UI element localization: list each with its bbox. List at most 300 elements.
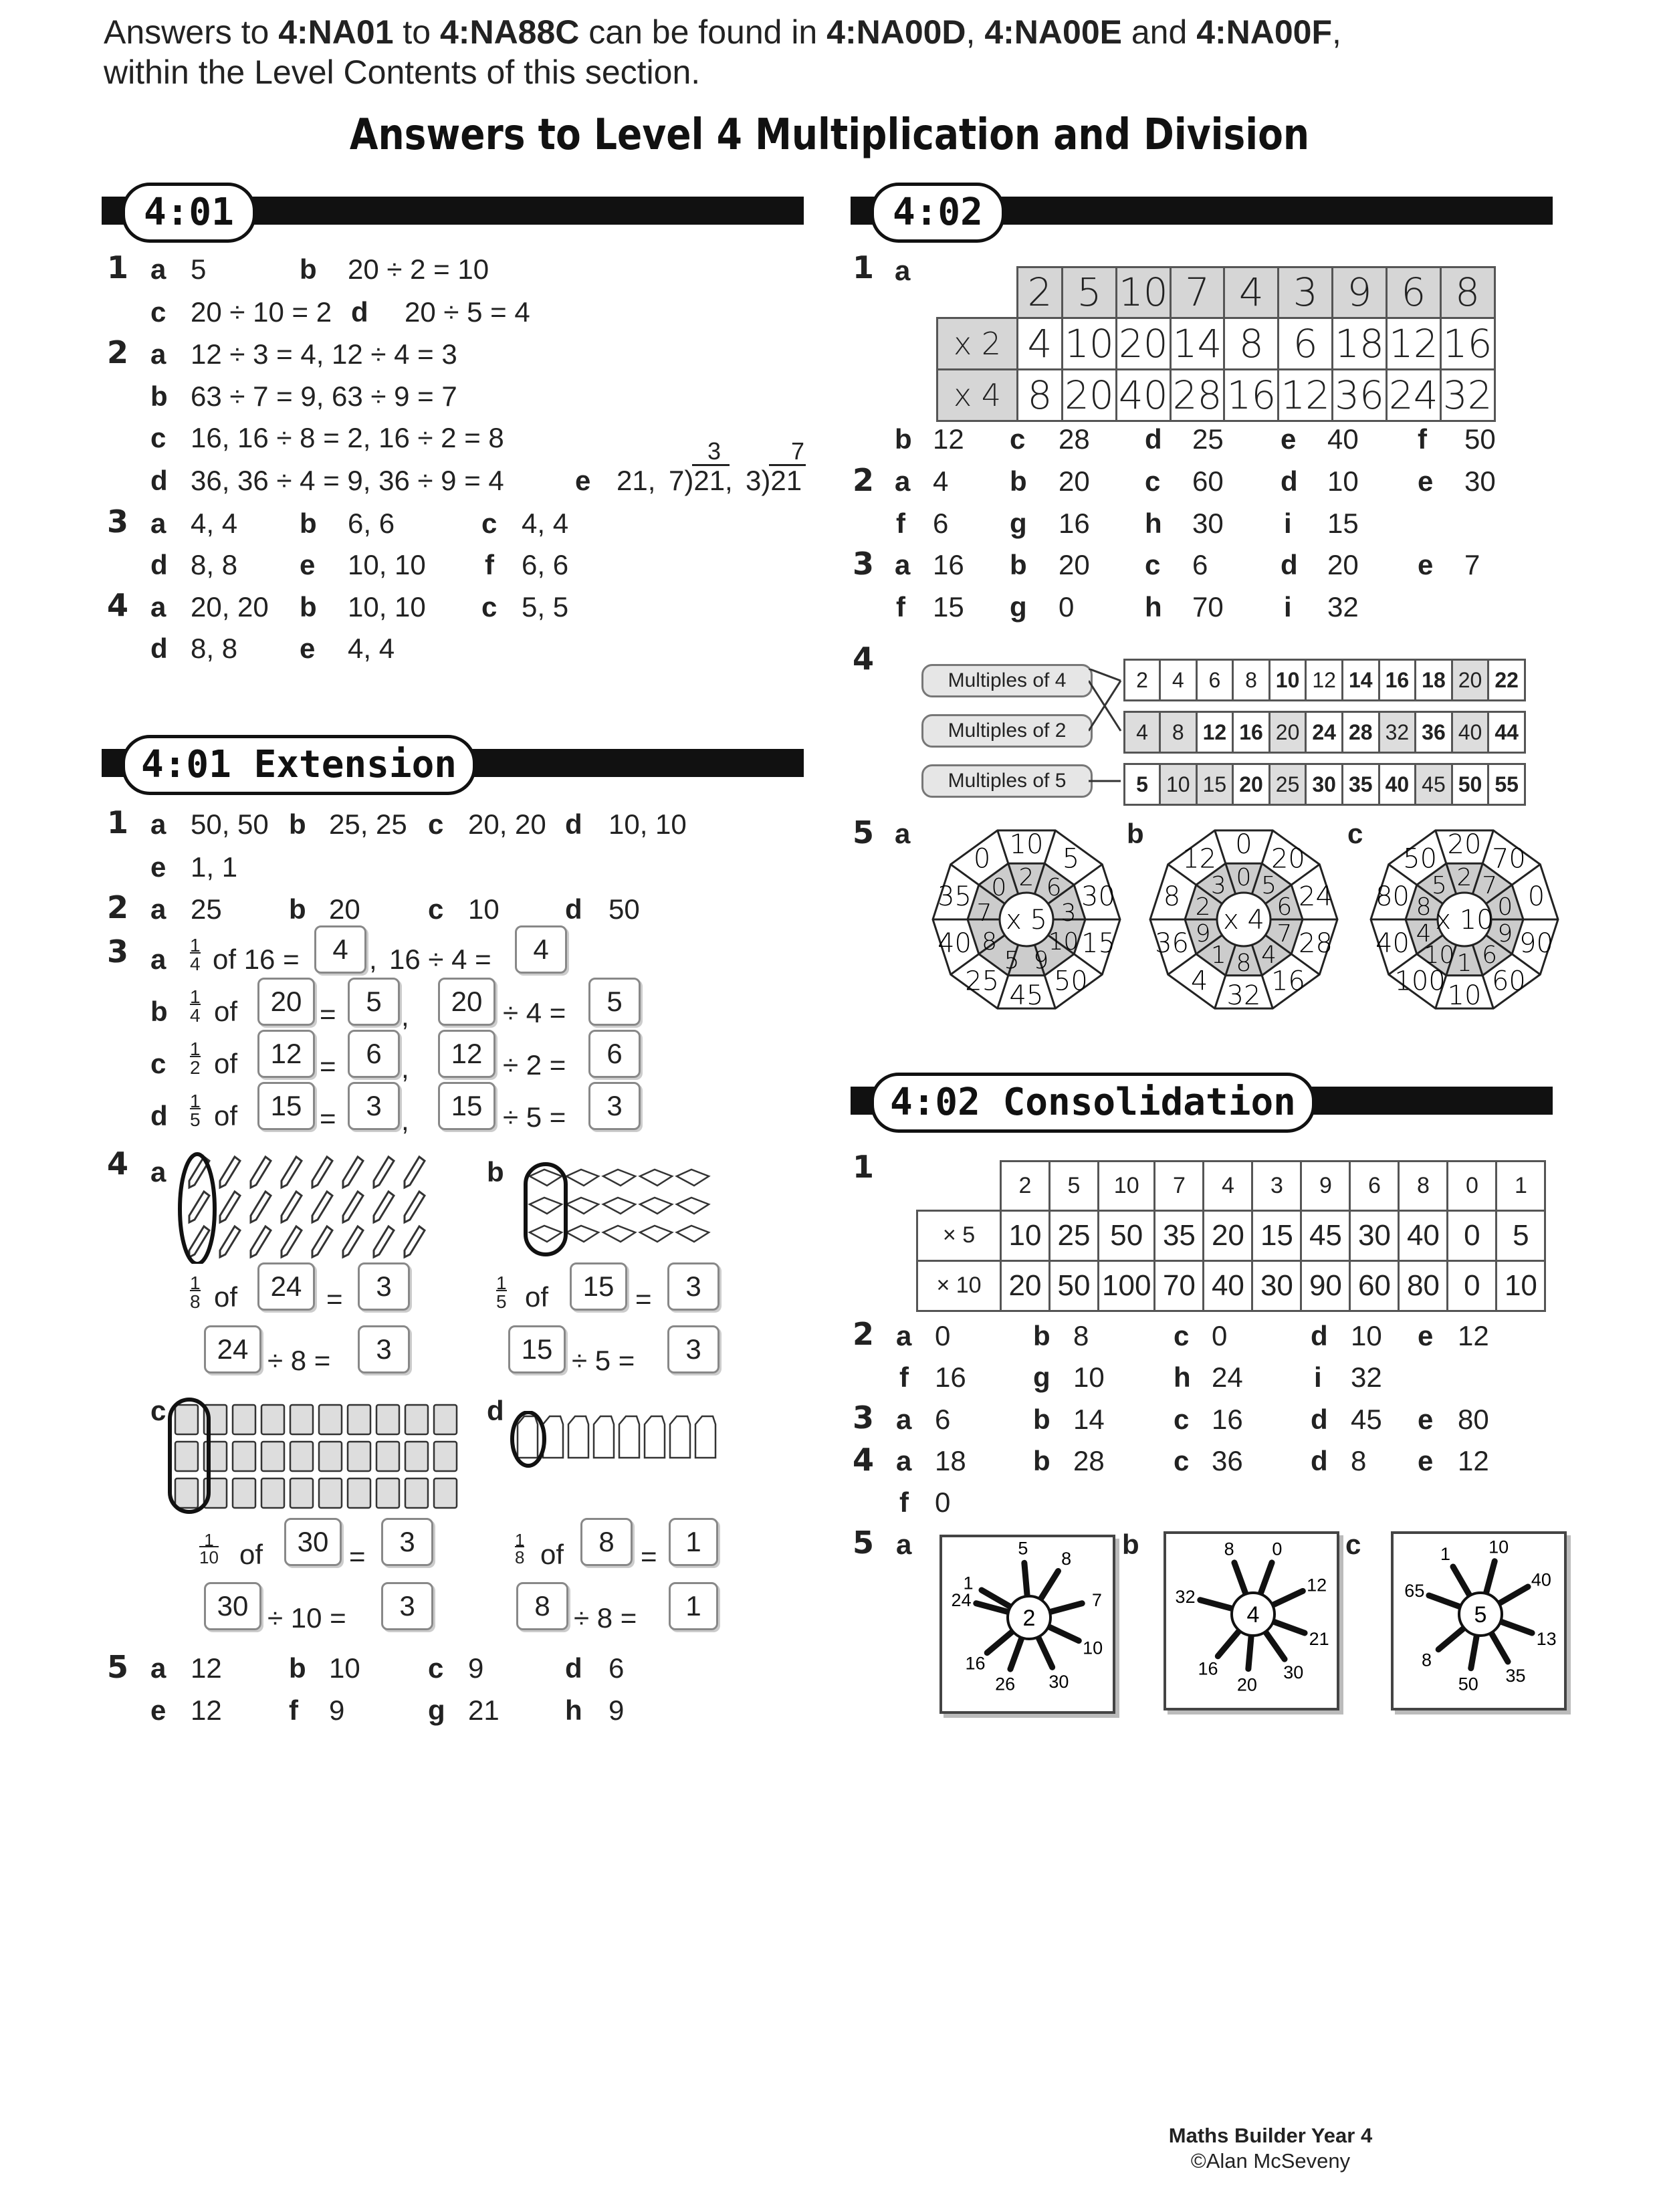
answer: 24 xyxy=(1212,1361,1243,1393)
of-text: of xyxy=(540,1539,564,1570)
comma: , xyxy=(401,1000,409,1032)
table-cell: 45 xyxy=(1301,1210,1350,1260)
text: ÷ 2 = xyxy=(503,1049,566,1081)
multiples-cell: 55 xyxy=(1488,764,1525,805)
division-bracket: 7)21, xyxy=(669,465,733,496)
table-cell: 16 xyxy=(1224,369,1279,421)
answer: 9 xyxy=(468,1652,484,1684)
star-center-label: 5 xyxy=(1474,1602,1487,1628)
part-letter: b xyxy=(289,1652,306,1684)
star-number: 1 xyxy=(963,1573,974,1593)
card-icon xyxy=(261,1478,284,1508)
answer: 16, 16 ÷ 8 = 2, 16 ÷ 2 = 8 xyxy=(191,422,504,453)
part-letter: i xyxy=(1314,1361,1322,1393)
answer-box: 6 xyxy=(348,1030,400,1078)
wheel-outer-number: 45 xyxy=(1009,980,1044,1011)
multiples-cell: 6 xyxy=(1196,660,1233,701)
cartons-illustration xyxy=(508,1411,736,1471)
of-text: of xyxy=(214,1100,238,1131)
answer-box: 12 xyxy=(438,1030,495,1078)
wheel-outer-number: 4 xyxy=(1190,966,1208,997)
wheel-outer-number: 20 xyxy=(1447,829,1482,860)
answer: 20 ÷ 5 = 4 xyxy=(405,296,530,328)
card-icon xyxy=(405,1405,428,1434)
star-number: 10 xyxy=(1488,1537,1509,1557)
book-icon xyxy=(640,1226,672,1242)
wheel-outer-number: 30 xyxy=(1081,881,1115,913)
star-number: 10 xyxy=(1083,1638,1103,1658)
page-title: Answers to Level 4 Multiplication and Division xyxy=(349,110,1310,160)
wheel-inner-number: 6 xyxy=(1277,893,1293,921)
table-cell: 28 xyxy=(1170,369,1224,421)
question-number: 1 xyxy=(853,1149,875,1185)
section-header-402 xyxy=(851,191,1553,234)
intro-text-line2: within the Level Contents of this section. xyxy=(104,53,701,91)
question-number: 2 xyxy=(853,462,875,498)
multiples-cell: 5 xyxy=(1125,764,1160,805)
multiples-cell: 20 xyxy=(1452,660,1488,701)
wheel-outer-number: 0 xyxy=(973,843,991,875)
wheel-outer-number: 10 xyxy=(1009,829,1044,860)
text: ÷ 8 = xyxy=(574,1602,637,1634)
multiples-row xyxy=(1125,764,1525,805)
part-letter: b xyxy=(289,808,306,840)
card-icon xyxy=(290,1405,313,1434)
part-letter: c xyxy=(150,422,167,453)
answer: 60 xyxy=(1192,465,1224,497)
card-icon xyxy=(233,1442,255,1471)
text: ÷ 10 = xyxy=(267,1602,346,1634)
part-letter: h xyxy=(1145,508,1162,539)
multiples-cell: 10 xyxy=(1269,660,1306,701)
table-row-label: x 4 xyxy=(937,369,1018,421)
table-cell: 32 xyxy=(1440,369,1495,421)
intro-text-part: to xyxy=(393,13,440,51)
table-cell: 6 xyxy=(1350,1162,1399,1211)
question-number: 5 xyxy=(853,814,875,851)
code-ref: 4:NA88C xyxy=(440,13,580,51)
table-cell: 8 xyxy=(1224,318,1279,369)
multiples-cell: 45 xyxy=(1416,764,1452,805)
part-letter: i xyxy=(1284,508,1292,539)
answer-box: 6 xyxy=(588,1030,641,1078)
fraction xyxy=(190,1040,201,1077)
part-letter: d xyxy=(150,465,168,496)
table-cell: 8 xyxy=(1399,1162,1448,1211)
multiples-cell: 40 xyxy=(1379,764,1416,805)
wheel-outer-number: 16 xyxy=(1270,966,1305,997)
part-letter: c xyxy=(1347,818,1363,849)
wheel-inner-number: 8 xyxy=(982,928,998,956)
star-number: 5 xyxy=(1018,1538,1028,1559)
question-number: 2 xyxy=(107,334,129,370)
answer: 10 xyxy=(1073,1361,1105,1393)
multiples-cell: 24 xyxy=(1306,712,1343,753)
fraction-numerator: 1 xyxy=(204,1530,214,1550)
part-letter: c xyxy=(1145,465,1161,497)
table-cell: 70 xyxy=(1155,1260,1204,1311)
table-cell: 18 xyxy=(1333,318,1387,369)
answer-box: 5 xyxy=(588,978,641,1026)
multiples-cell: 50 xyxy=(1452,764,1488,805)
answer: 4 xyxy=(933,465,949,497)
part-letter: h xyxy=(1174,1361,1191,1393)
text: 16 ÷ 4 = xyxy=(389,944,491,975)
part-letter: a xyxy=(150,1156,167,1188)
answer-box: 4 xyxy=(314,925,366,974)
table-cell: 35 xyxy=(1155,1210,1204,1260)
wheel-inner-number: 7 xyxy=(1277,919,1293,948)
part-letter: d xyxy=(565,808,582,840)
fraction xyxy=(199,1531,219,1566)
part-letter: a xyxy=(896,1445,912,1476)
answer: 50 xyxy=(609,893,640,925)
part-letter: e xyxy=(1418,1320,1434,1351)
pencil-icon xyxy=(282,1192,302,1222)
carton-icon xyxy=(619,1416,639,1458)
part-letter: a xyxy=(150,591,167,623)
question-number: 2 xyxy=(853,1316,875,1352)
part-letter: a xyxy=(150,1652,167,1684)
equals: = xyxy=(641,1541,657,1572)
part-letter: b xyxy=(150,996,168,1027)
row-spacer xyxy=(1125,701,1525,712)
card-icon xyxy=(290,1442,313,1471)
part-letter: c xyxy=(481,591,497,623)
pencil-icon xyxy=(251,1157,271,1188)
division-bracket: 3)21 xyxy=(746,465,802,496)
table-cell: 100 xyxy=(1099,1260,1155,1311)
equals: = xyxy=(349,1541,366,1572)
star-number: 0 xyxy=(1272,1539,1283,1559)
multiples-table xyxy=(1123,659,1526,806)
book-icon xyxy=(677,1170,709,1186)
answer: 12 ÷ 3 = 4, 12 ÷ 4 = 3 xyxy=(191,338,457,370)
wheel-inner-number: 9 xyxy=(1195,919,1211,948)
answer: 10, 10 xyxy=(609,808,687,840)
multiples-cell: 12 xyxy=(1306,660,1343,701)
multiples-cell: 12 xyxy=(1196,712,1233,753)
table-cell: 0 xyxy=(1448,1260,1497,1311)
fraction-denominator: 4 xyxy=(190,1005,201,1026)
pencil-icon xyxy=(312,1157,332,1188)
table-row-label: × 10 xyxy=(917,1260,1001,1311)
multiples-cell: 40 xyxy=(1452,712,1488,753)
part-letter: b xyxy=(300,591,317,623)
table-cell: 10 xyxy=(1116,267,1170,318)
table-cell: 24 xyxy=(1386,369,1440,421)
multiples-cell: 4 xyxy=(1125,712,1160,753)
star-number: 12 xyxy=(1307,1575,1327,1595)
answer: 0 xyxy=(1212,1320,1228,1351)
table-cell: 7 xyxy=(1170,267,1224,318)
card-icon xyxy=(348,1442,370,1471)
wheel-inner-number: 1 xyxy=(1456,950,1472,977)
star-number: 16 xyxy=(1198,1658,1218,1679)
answer-box: 24 xyxy=(204,1325,261,1373)
star-number: 8 xyxy=(1422,1650,1432,1670)
answer: 80 xyxy=(1458,1404,1489,1435)
question-number: 5 xyxy=(853,1525,875,1561)
book-icon xyxy=(640,1198,672,1214)
part-letter: a xyxy=(896,1529,912,1560)
section-label: 4:01 Extension xyxy=(122,735,476,795)
wheel-inner-number: 7 xyxy=(1482,872,1498,900)
table-cell: 12 xyxy=(1279,369,1333,421)
answer: 21, xyxy=(617,465,656,496)
answer-box: 8 xyxy=(516,1582,568,1630)
answer-box: 3 xyxy=(381,1518,433,1566)
books-illustration xyxy=(522,1160,722,1260)
part-letter: d xyxy=(1145,423,1162,455)
part-letter: i xyxy=(1284,591,1292,623)
intro-text-part: and xyxy=(1121,13,1197,51)
wheel-outer-number: 25 xyxy=(965,966,1000,997)
star-spokes xyxy=(1394,1534,1564,1708)
answer-box: 20 xyxy=(438,978,495,1026)
answer: 16 xyxy=(935,1361,966,1393)
table-cell: 6 xyxy=(1279,318,1333,369)
equals: = xyxy=(320,1050,336,1082)
pencil-icon xyxy=(343,1226,363,1257)
star-number: 32 xyxy=(1175,1586,1196,1607)
table-cell: 90 xyxy=(1301,1260,1350,1311)
spacer-cell xyxy=(1125,753,1525,764)
answer: 1, 1 xyxy=(191,851,238,883)
star-number: 13 xyxy=(1536,1628,1557,1649)
answer-box: 3 xyxy=(358,1262,410,1311)
answer: 0 xyxy=(1059,591,1075,623)
answer: 20 xyxy=(1327,549,1359,580)
wheel-outer-number: 0 xyxy=(1235,829,1252,860)
text: ÷ 5 = xyxy=(572,1345,635,1376)
answer: 16 xyxy=(933,549,964,580)
answer: 8, 8 xyxy=(191,633,238,664)
wheel-outer-number: 70 xyxy=(1491,843,1526,875)
part-letter: a xyxy=(150,944,167,975)
answer: 4, 4 xyxy=(191,508,238,539)
answer: 21 xyxy=(468,1694,500,1726)
part-letter: e xyxy=(300,633,316,664)
answer-box: 3 xyxy=(667,1325,720,1373)
pencil-icon xyxy=(405,1192,425,1222)
multiples-row xyxy=(1125,712,1525,753)
table-row-label: × 5 xyxy=(917,1210,1001,1260)
question-number: 4 xyxy=(853,1442,875,1478)
wheel-inner-number: 9 xyxy=(1033,947,1049,975)
answer-box: 3 xyxy=(348,1082,400,1130)
fraction xyxy=(190,1092,201,1129)
times-table-402c xyxy=(916,1160,1546,1312)
fraction-numerator: 1 xyxy=(190,935,201,956)
footer xyxy=(1137,2123,1404,2174)
pencil-icon xyxy=(405,1226,425,1257)
intro-text-part: Answers to xyxy=(104,13,279,51)
equals: = xyxy=(320,998,336,1030)
card-icon xyxy=(233,1405,255,1434)
cards-illustration xyxy=(167,1394,468,1518)
card-icon xyxy=(175,1478,198,1508)
wheel-inner-number: 3 xyxy=(1061,899,1077,927)
part-letter: a xyxy=(150,808,167,840)
answer: 12 xyxy=(1458,1320,1489,1351)
question-number: 4 xyxy=(107,1145,129,1182)
star-spokes xyxy=(1166,1534,1337,1708)
answer: 7 xyxy=(1464,549,1480,580)
question-number: 3 xyxy=(853,546,875,582)
of-text: of xyxy=(525,1281,549,1313)
card-icon xyxy=(290,1478,313,1508)
table-row xyxy=(937,369,1495,421)
table-cell: 6 xyxy=(1386,267,1440,318)
part-letter: e xyxy=(1418,1404,1434,1435)
part-letter: c xyxy=(150,1048,167,1079)
card-icon xyxy=(319,1478,342,1508)
star-number: 65 xyxy=(1404,1581,1425,1601)
wheel-inner-number: 1 xyxy=(1210,941,1226,969)
fraction xyxy=(515,1531,524,1566)
wheel-inner-number: 6 xyxy=(1482,941,1498,969)
row-spacer xyxy=(1125,753,1525,764)
part-letter: f xyxy=(485,549,494,580)
answer: 6, 6 xyxy=(348,508,395,539)
multiples-cell: 16 xyxy=(1379,660,1416,701)
multiples-cell: 28 xyxy=(1342,712,1379,753)
question-number: 3 xyxy=(107,933,129,970)
wheel-a xyxy=(933,829,1120,1011)
answer: 10, 10 xyxy=(348,549,426,580)
answer: 20, 20 xyxy=(468,808,546,840)
card-icon xyxy=(175,1405,198,1434)
wheel-outer-number: 60 xyxy=(1491,966,1526,997)
answer-box: 8 xyxy=(580,1518,633,1566)
table-cell: 4 xyxy=(1204,1162,1252,1211)
connector-lines xyxy=(1089,669,1125,789)
answer-box: 4 xyxy=(515,925,567,974)
table-cell: 1 xyxy=(1497,1162,1545,1211)
answer: 6 xyxy=(1192,549,1208,580)
pencil-icon xyxy=(374,1192,394,1222)
answer: 28 xyxy=(1059,423,1090,455)
wheel-outer-number: 20 xyxy=(1270,843,1305,875)
part-letter: d xyxy=(150,633,168,664)
multiplication-wheels xyxy=(926,819,1561,1033)
part-letter: d xyxy=(565,1652,582,1684)
table-cell: 8 xyxy=(1440,267,1495,318)
part-letter: c xyxy=(1010,423,1026,455)
fraction-numerator: 1 xyxy=(496,1273,507,1293)
pencil-icon xyxy=(282,1226,302,1257)
part-letter: a xyxy=(896,1404,912,1435)
multiples-cell: 15 xyxy=(1196,764,1233,805)
star-center-label: 2 xyxy=(1022,1606,1036,1631)
answer: 6 xyxy=(935,1404,951,1435)
book-icon xyxy=(677,1198,709,1214)
wheel-inner-number: 5 xyxy=(1004,947,1020,975)
carton-icon xyxy=(645,1416,665,1458)
part-letter: c xyxy=(481,508,497,539)
comma: , xyxy=(401,1105,409,1136)
code-ref: 4:NA00E xyxy=(984,13,1122,51)
footer-copyright: ©Alan McSeveny xyxy=(1190,2149,1351,2173)
part-letter: d xyxy=(487,1395,504,1426)
multiples-cell: 2 xyxy=(1125,660,1160,701)
answer: 32 xyxy=(1351,1361,1382,1393)
footer-title: Maths Builder Year 4 xyxy=(1168,2124,1373,2147)
pencil-icon xyxy=(374,1226,394,1257)
answer-box: 3 xyxy=(588,1082,641,1130)
fraction-denominator: 4 xyxy=(190,954,201,974)
wheel-outer-number: 28 xyxy=(1299,927,1333,959)
multiples-cell: 10 xyxy=(1160,764,1197,805)
part-letter: b xyxy=(1010,549,1027,580)
table-cell: 50 xyxy=(1050,1260,1099,1311)
answer: 30 xyxy=(1464,465,1496,497)
card-icon xyxy=(434,1478,457,1508)
table-row-label xyxy=(937,267,1018,318)
wheel-inner-number: 10 xyxy=(1048,928,1079,956)
wheel-inner-number: 2 xyxy=(1018,864,1034,891)
answer: 30 xyxy=(1192,508,1224,539)
fraction-numerator: 1 xyxy=(190,986,201,1007)
part-letter: c xyxy=(428,1652,444,1684)
answer-box: 15 xyxy=(257,1082,315,1130)
multiples-cell: 20 xyxy=(1269,712,1306,753)
wheel-inner-number: 8 xyxy=(1236,950,1252,977)
card-icon xyxy=(405,1442,428,1471)
wheel-outer-number: 90 xyxy=(1519,927,1553,959)
table-cell: 36 xyxy=(1333,369,1387,421)
fraction-numerator: 1 xyxy=(190,1038,201,1059)
star-number: 26 xyxy=(995,1674,1016,1694)
part-letter: f xyxy=(896,508,905,539)
wheel-inner-number: 2 xyxy=(1456,864,1472,891)
answer: 6 xyxy=(933,508,949,539)
table-cell: 20 xyxy=(1001,1260,1050,1311)
fraction xyxy=(190,988,201,1025)
section-header-402-consolidation xyxy=(851,1081,1553,1124)
wheel-outer-number: 15 xyxy=(1081,927,1115,959)
table-cell: 5 xyxy=(1050,1162,1099,1211)
question-number: 3 xyxy=(107,504,129,540)
star-number: 20 xyxy=(1236,1674,1257,1695)
table-cell: 9 xyxy=(1333,267,1387,318)
part-letter: e xyxy=(150,1694,167,1726)
wheel-outer-number: 32 xyxy=(1226,980,1261,1011)
card-icon xyxy=(348,1405,370,1434)
wheel-center-label: x 10 xyxy=(1435,905,1494,935)
part-letter: d xyxy=(1281,549,1298,580)
table-cell: 3 xyxy=(1279,267,1333,318)
part-letter: g xyxy=(1033,1361,1050,1393)
multiples-row xyxy=(1125,660,1525,701)
part-letter: f xyxy=(896,591,905,623)
answer: 36, 36 ÷ 4 = 9, 36 ÷ 9 = 4 xyxy=(191,465,504,496)
answer: 10 xyxy=(1327,465,1359,497)
star-number: 21 xyxy=(1309,1628,1329,1649)
part-letter: f xyxy=(899,1486,909,1518)
wheel-c xyxy=(1371,829,1558,1011)
part-letter: b xyxy=(1122,1529,1139,1560)
table-cell: 20 xyxy=(1204,1210,1252,1260)
star-center-label: 4 xyxy=(1246,1602,1260,1628)
answer: 25 xyxy=(1192,423,1224,455)
pencil-icon xyxy=(374,1157,394,1188)
part-letter: e xyxy=(575,465,591,496)
table-header-row xyxy=(937,267,1495,318)
table-cell: 7 xyxy=(1155,1162,1204,1211)
multiples-label: Multiples of 5 xyxy=(921,764,1093,798)
